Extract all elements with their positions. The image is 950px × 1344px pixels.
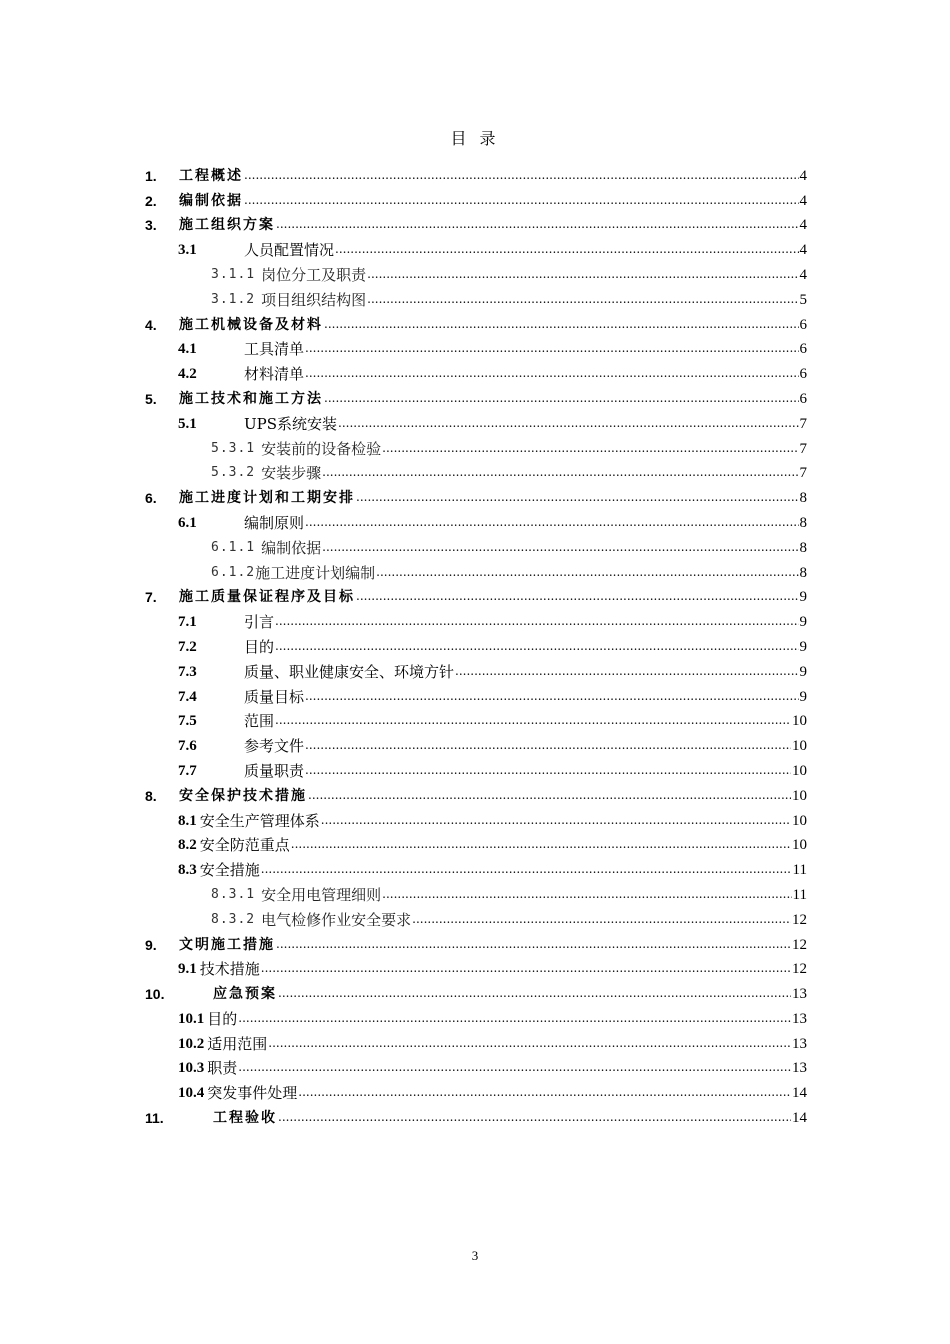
toc-entry-title: 项目组织结构图 — [261, 290, 367, 309]
toc-entry-page: 4 — [799, 242, 807, 259]
toc-entry[interactable] — [145, 358, 807, 383]
toc-entry-number: 10.4 — [178, 1085, 205, 1102]
toc-entry-page: 6 — [799, 341, 807, 358]
toc-entry[interactable] — [145, 1077, 807, 1102]
toc-dot-leader — [305, 515, 798, 529]
toc-entry[interactable] — [145, 681, 807, 706]
toc-entry-number: 9. — [145, 936, 157, 953]
toc-entry-page: 13 — [792, 1035, 807, 1052]
toc-entry-page: 14 — [792, 1085, 807, 1102]
toc-entry[interactable] — [145, 383, 807, 408]
toc-entry-number: 7.4 — [178, 688, 197, 705]
toc-entry-number: 5.1 — [178, 415, 197, 432]
toc-dot-leader — [298, 1085, 791, 1099]
toc-entry-title: 适用范围 — [207, 1034, 268, 1053]
toc-entry-number: 3. — [145, 217, 157, 234]
toc-entry[interactable] — [145, 656, 807, 681]
toc-dot-leader — [455, 664, 798, 678]
toc-dot-leader — [305, 763, 791, 777]
toc-entry-number: 7.2 — [178, 638, 197, 655]
toc-dot-leader — [244, 168, 799, 182]
toc-entry[interactable] — [145, 606, 807, 631]
toc-entry[interactable] — [145, 284, 807, 309]
toc-entry[interactable] — [145, 904, 807, 929]
toc-entry-page: 6 — [799, 366, 807, 383]
toc-entry-number: 9.1 — [178, 961, 197, 978]
toc-entry-page: 9 — [799, 589, 807, 606]
toc-entry[interactable] — [145, 458, 807, 483]
toc-entry-title: 人员配置情况 — [244, 241, 335, 260]
toc-dot-leader — [324, 317, 799, 331]
toc-entry[interactable] — [145, 234, 807, 259]
toc-entry[interactable] — [145, 1102, 807, 1127]
toc-dot-leader — [275, 639, 798, 653]
toc-entry-page: 6 — [799, 316, 807, 333]
toc-entry-number: 7. — [145, 589, 157, 606]
toc-entry[interactable] — [145, 334, 807, 359]
toc-entry-title: 施工机械设备及材料 — [179, 316, 323, 333]
toc-entry-title: 职责 — [207, 1059, 238, 1078]
toc-dot-leader — [338, 416, 798, 430]
toc-entry[interactable] — [145, 830, 807, 855]
toc-entry-title: 材料清单 — [244, 365, 305, 384]
toc-dot-leader — [275, 614, 798, 628]
toc-entry-title: 编制依据 — [261, 538, 322, 557]
toc-entry-title: 突发事件处理 — [207, 1084, 298, 1103]
toc-dot-leader — [276, 937, 791, 951]
toc-entry[interactable] — [145, 780, 807, 805]
toc-entry-page: 5 — [799, 291, 807, 308]
toc-entry-number: 8.1 — [178, 812, 197, 829]
toc-entry-title: 施工技术和施工方法 — [179, 390, 323, 407]
toc-entry[interactable] — [145, 929, 807, 954]
toc-dot-leader — [412, 912, 791, 926]
toc-entry[interactable] — [145, 854, 807, 879]
toc-entry-page: 9 — [799, 614, 807, 631]
toc-dot-leader — [305, 689, 798, 703]
toc-entry[interactable] — [145, 309, 807, 334]
toc-entry-title: 安全防范重点 — [199, 836, 290, 855]
toc-dot-leader — [261, 862, 792, 876]
toc-entry-title: 范围 — [244, 712, 275, 731]
toc-entry-number: 10.2 — [178, 1035, 205, 1052]
toc-entry-number: 3.1 — [178, 242, 197, 259]
toc-entry-number: 5.3.2 — [211, 465, 256, 481]
toc-entry-title: 质量目标 — [244, 687, 305, 706]
toc-entry-page: 14 — [792, 1110, 807, 1127]
toc-entry[interactable] — [145, 805, 807, 830]
toc-dot-leader — [305, 341, 798, 355]
page-number: 3 — [471, 1248, 479, 1263]
toc-entry-page: 10 — [792, 787, 807, 804]
toc-dot-leader — [276, 217, 799, 231]
toc-entry-title: 施工进度计划和工期安排 — [179, 490, 355, 507]
toc-entry[interactable] — [145, 433, 807, 458]
toc-entry[interactable] — [145, 482, 807, 507]
toc-entry-title: 工程概述 — [179, 167, 243, 184]
toc-entry-number: 11. — [145, 1110, 164, 1127]
toc-entry-number: 5.3.1 — [211, 440, 256, 456]
toc-entry-title: 应急预案 — [213, 986, 277, 1003]
toc-entry-title: 安全措施 — [199, 861, 260, 880]
toc-entry-title: 工程验收 — [213, 1110, 277, 1127]
toc-entry-number: 6.1.1 — [211, 539, 256, 555]
toc-entry-title: 安装步骤 — [261, 464, 322, 483]
toc-dot-leader — [261, 961, 791, 975]
toc-dot-leader — [382, 887, 791, 901]
toc-entry-number: 10.1 — [178, 1010, 205, 1027]
toc-entry-page: 10 — [792, 812, 807, 829]
toc-entry-title: 文明施工措施 — [179, 936, 275, 953]
toc-entry-number: 8. — [145, 787, 157, 804]
toc-entry-page: 13 — [792, 1010, 807, 1027]
toc-dot-leader — [367, 267, 798, 281]
toc-dot-leader — [305, 366, 798, 380]
toc-entry-title: UPS系统安装 — [244, 414, 338, 433]
toc-entry-number: 10. — [145, 986, 165, 1003]
toc-entry[interactable] — [145, 879, 807, 904]
toc-entry-page: 11 — [792, 862, 807, 879]
toc-entry-page: 9 — [799, 638, 807, 655]
toc-entry[interactable] — [145, 755, 807, 780]
toc-dot-leader — [324, 391, 799, 405]
toc-entry[interactable] — [145, 706, 807, 731]
toc-entry-number: 4. — [145, 316, 157, 333]
toc-entry-page: 10 — [792, 762, 807, 779]
toc-entry[interactable] — [145, 532, 807, 557]
toc-dot-leader — [322, 540, 798, 554]
toc-entry-title: 施工组织方案 — [179, 217, 275, 234]
toc-entry-page: 7 — [799, 440, 807, 457]
toc-entry-page: 4 — [799, 192, 807, 209]
toc-entry-title: 安全用电管理细则 — [261, 885, 382, 904]
toc-entry-title: 岗位分工及职责 — [261, 265, 367, 284]
toc-entry[interactable] — [145, 954, 807, 979]
toc-entry-number: 3.1.2 — [211, 291, 256, 307]
toc-entry[interactable] — [145, 557, 807, 582]
toc-entry-page: 12 — [792, 961, 807, 978]
toc-entry-page: 12 — [792, 911, 807, 928]
toc-dot-leader — [278, 986, 791, 1000]
toc-entry-page: 4 — [799, 266, 807, 283]
toc-entry-page: 13 — [792, 986, 807, 1003]
toc-entry-number: 7.7 — [178, 762, 197, 779]
toc-entry[interactable] — [145, 185, 807, 210]
toc-entry-page: 10 — [792, 738, 807, 755]
toc-entry[interactable] — [145, 631, 807, 656]
toc-dot-leader — [356, 589, 799, 603]
toc-entry-page: 13 — [792, 1060, 807, 1077]
toc-entry-title: 参考文件 — [244, 737, 305, 756]
toc-dot-leader — [382, 441, 798, 455]
toc-entry-title: 安全保护技术措施 — [179, 787, 307, 804]
toc-entry-title: 施工质量保证程序及目标 — [179, 589, 355, 606]
toc-entry-number: 6.1.2 — [211, 564, 256, 580]
toc-dot-leader — [367, 292, 798, 306]
toc-entry[interactable] — [145, 259, 807, 284]
toc-entry[interactable] — [145, 507, 807, 532]
toc-entry-title: 安全生产管理体系 — [199, 811, 320, 830]
toc-dot-leader — [244, 193, 799, 207]
toc-entry-title: 质量职责 — [244, 761, 305, 780]
table-of-contents — [145, 160, 807, 1127]
toc-entry[interactable] — [145, 730, 807, 755]
toc-entry-number: 7.5 — [178, 713, 197, 730]
toc-entry-page: 10 — [792, 713, 807, 730]
toc-dot-leader — [308, 788, 791, 802]
toc-entry-page: 10 — [792, 837, 807, 854]
toc-entry-title: 电气检修作业安全要求 — [261, 910, 412, 929]
toc-entry-page: 11 — [792, 886, 807, 903]
toc-entry-title: 编制依据 — [179, 192, 243, 209]
toc-entry-page: 4 — [799, 217, 807, 234]
toc-dot-leader — [322, 465, 798, 479]
toc-entry-number: 6.1 — [178, 514, 197, 531]
toc-entry-number: 10.3 — [178, 1060, 205, 1077]
toc-entry-title: 目的 — [244, 637, 275, 656]
toc-entry[interactable] — [145, 160, 807, 185]
toc-entry[interactable] — [145, 978, 807, 1003]
toc-entry-page: 12 — [792, 936, 807, 953]
toc-entry-number: 8.3.2 — [211, 911, 256, 927]
toc-entry-number: 4.2 — [178, 366, 197, 383]
toc-entry-title: 质量、职业健康安全、环境方针 — [244, 662, 455, 681]
toc-dot-leader — [376, 565, 798, 579]
toc-entry-number: 2. — [145, 192, 157, 209]
toc-entry-number: 4.1 — [178, 341, 197, 358]
toc-entry-page: 8 — [799, 564, 807, 581]
toc-dot-leader — [305, 738, 791, 752]
toc-entry-page: 4 — [799, 167, 807, 184]
toc-dot-leader — [291, 837, 791, 851]
toc-entry-number: 8.3.1 — [211, 886, 256, 902]
toc-entry-title: 工具清单 — [244, 340, 305, 359]
toc-entry[interactable] — [145, 1028, 807, 1053]
toc-dot-leader — [278, 1110, 791, 1124]
toc-entry-number: 1. — [145, 167, 157, 184]
toc-entry-page: 8 — [799, 539, 807, 556]
toc-entry-title: 目的 — [207, 1009, 238, 1028]
toc-entry-page: 7 — [799, 465, 807, 482]
toc-entry[interactable] — [145, 408, 807, 433]
toc-entry[interactable] — [145, 582, 807, 607]
toc-dot-leader — [238, 1011, 791, 1025]
toc-dot-leader — [268, 1036, 791, 1050]
toc-entry-page: 8 — [799, 514, 807, 531]
toc-entry-title: 施工进度计划编制 — [255, 563, 376, 582]
toc-entry-number: 3.1.1 — [211, 266, 256, 282]
toc-entry-page: 6 — [799, 390, 807, 407]
toc-entry-title: 引言 — [244, 613, 275, 632]
toc-entry-number: 8.2 — [178, 837, 197, 854]
toc-entry-title: 技术措施 — [199, 960, 260, 979]
toc-entry-number: 5. — [145, 390, 157, 407]
toc-entry-number: 8.3 — [178, 862, 197, 879]
toc-entry-page: 7 — [799, 415, 807, 432]
toc-entry-page: 9 — [799, 663, 807, 680]
toc-entry-number: 7.6 — [178, 738, 197, 755]
toc-entry[interactable] — [145, 1053, 807, 1078]
toc-entry[interactable] — [145, 210, 807, 235]
toc-entry[interactable] — [145, 1003, 807, 1028]
toc-dot-leader — [356, 490, 799, 504]
toc-entry-title: 编制原则 — [244, 513, 305, 532]
toc-title: 目 录 — [450, 129, 500, 148]
toc-entry-number: 7.1 — [178, 614, 197, 631]
toc-dot-leader — [275, 713, 791, 727]
toc-entry-number: 7.3 — [178, 663, 197, 680]
toc-entry-page: 8 — [799, 490, 807, 507]
toc-dot-leader — [238, 1060, 791, 1074]
toc-entry-title: 安装前的设备检验 — [261, 439, 382, 458]
toc-entry-page: 9 — [799, 688, 807, 705]
toc-dot-leader — [321, 813, 791, 827]
toc-dot-leader — [335, 242, 798, 256]
toc-entry-number: 6. — [145, 490, 157, 507]
